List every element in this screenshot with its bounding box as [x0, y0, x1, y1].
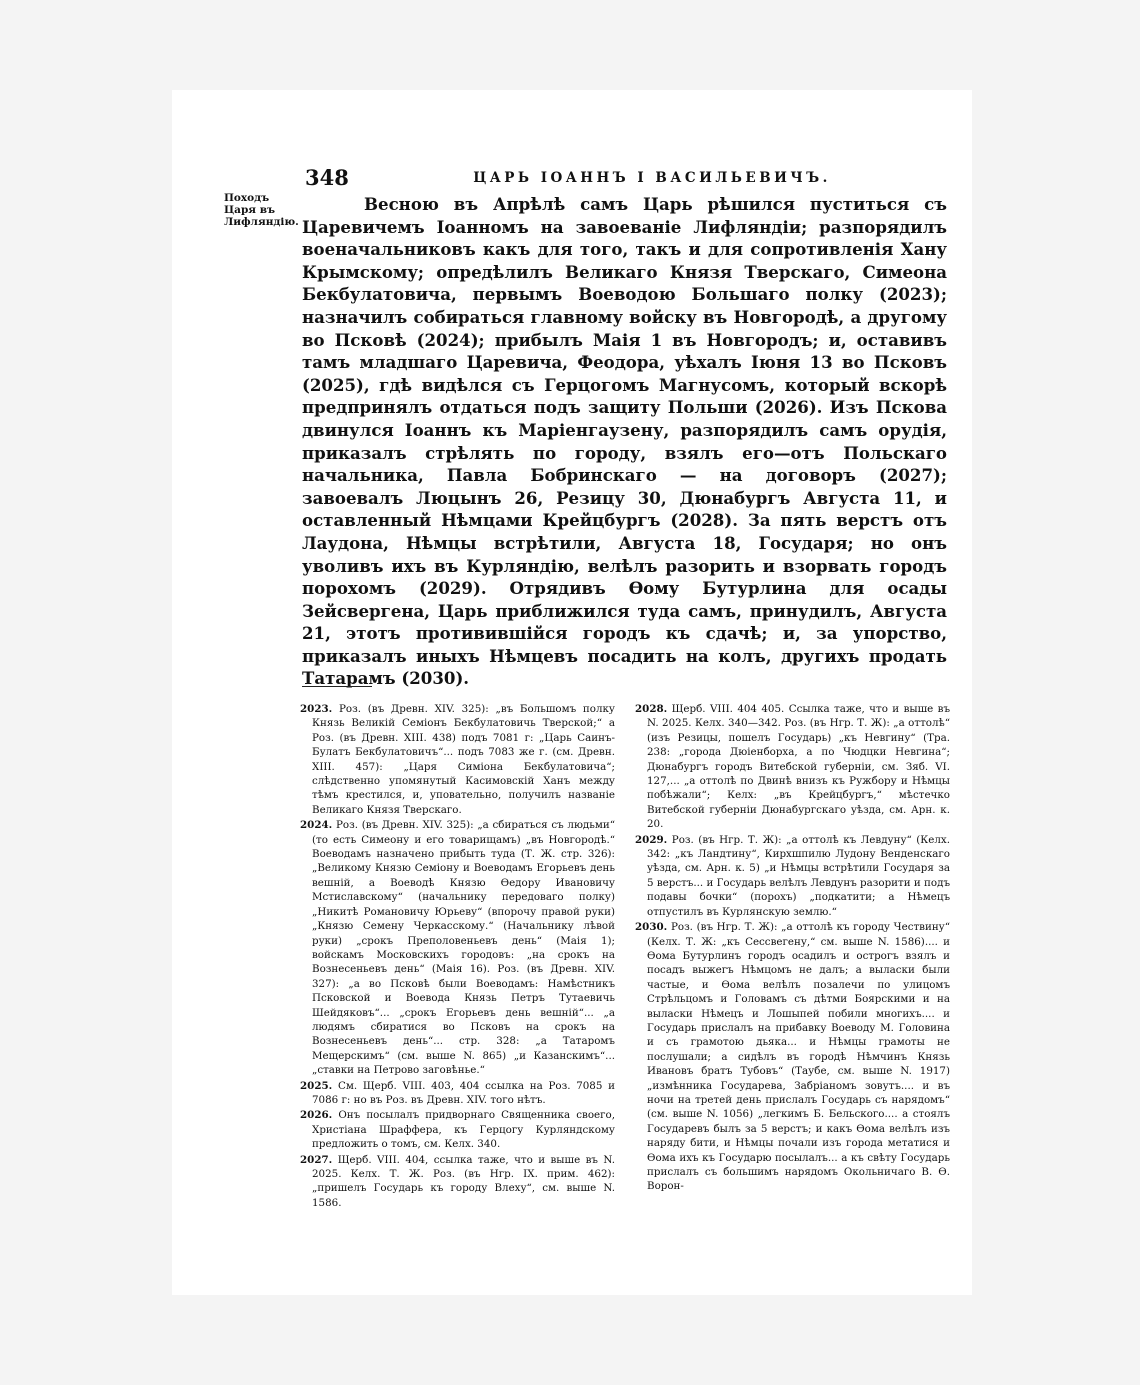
footnote — [635, 702, 950, 832]
footnote-number: 2029. — [635, 833, 668, 846]
footnote-text: Щерб. VIII. 404 405. Ссылка таже, что и выше въ N. 2025. Келх. 340—342. Роз. (въ Нгр. Т. Ж): „а оттолѣ“ (изъ Резицы, пошелъ Государь) „къ Невгину“ (Тра. 238: „города Дюіенборха, а по Чюдцки Невгина“; Дюнабургъ городъ Витебской губерніи, см. Зяб. VI. 127,... „а оттолѣ по Двинѣ внизъ къ Ружбору и Нѣмцы побѣжали“; Келх: „въ Крейцбургъ,“ мѣстечко Витебской губерніи Дюнабургскаго уѣзда, см. Арн. к. 20. — [647, 703, 950, 831]
footnote-rule — [302, 686, 372, 687]
footnote-number: 2023. — [300, 703, 333, 715]
footnote-text: Роз. (въ Древн. XIV. 325): „а сбираться съ людьми“ (то есть Симеону и его товарищамъ) „въ Новгородѣ.“ Воеводамъ назначено прибыть туда (Т. Ж. стр. 326): „Великому Князю Семіону и Воеводамъ Егорьевъ день вешній, а Воеводѣ Князю Ѳедору Ивановичу Мстиславскому“ (начальнику передоваго полку) „Никитѣ Романовичу Юрьеву“ (впорочу правой руки) „Князю Семену Черкасскому.“ (Начальнику лѣвой руки) „срокъ Преполовеньевъ день“ (Маія 1); войскамъ Московскихъ городовъ: „на срокъ на Вознесеньевъ день“ (Маія 16). Роз. (въ Древн. XIV. 327): „а во Псковѣ были Воеводамъ: Намѣстникъ Псковской и Воевода Князь Петръ Тутаевичь Шейдяковъ“... „срокъ Егорьевъ день вешній“... „а людямъ сбиратися во Псковъ на срокъ на Вознесеньевъ день“... стр. 328: „а Татаромъ Мещерскимъ“ (см. выше N. 865) „и Казанскимъ“... „ставки на Петрово заговѣнье.“ — [312, 819, 615, 1077]
footnote — [300, 702, 615, 817]
book-page — [172, 90, 972, 1295]
footnote — [300, 1153, 615, 1211]
footnote — [300, 818, 615, 1077]
footnote — [300, 1108, 615, 1151]
footnote-number: 2025. — [300, 1079, 333, 1092]
footnotes — [300, 702, 950, 1211]
footnote-number: 2024. — [300, 819, 333, 832]
footnote-text: См. Щерб. VIII. 403, 404 ссылка на Роз. 7085 и 7086 г: но въ Роз. въ Древн. XIV. того нѣтъ. — [312, 1079, 615, 1106]
footnote — [300, 1079, 615, 1108]
footnote-text: Роз. (въ Нгр. Т. Ж): „а оттолѣ къ Левдуну“ (Келх. 342: „къ Ландтину“, Кирхшпилю Лудону Венденскаго уѣзда, см. Арн. к. 5) „и Нѣмцы встрѣтили Государя за 5 верстъ... и Государь велѣлъ Левдунъ разорити и подъ подавы бочки“ (порохъ) „подкатити; а Нѣмецъ отпустилъ въ Курлянскую землю.“ — [647, 833, 950, 918]
footnote — [635, 833, 950, 919]
footnotes-left-column — [300, 702, 615, 1211]
footnote — [635, 920, 950, 1194]
footnote-text: Онъ посылалъ придворнаго Священника своего, Христіана Шраффера, къ Герцогу Курляндскому предложить о томъ, см. Келх. 340. — [312, 1109, 615, 1151]
footnote-number: 2028. — [635, 703, 668, 715]
footnotes-right-column — [635, 702, 950, 1211]
footnote-number: 2030. — [635, 921, 668, 934]
main-text-paragraph — [302, 193, 947, 690]
main-text-body: Весною въ Апрѣлѣ самъ Царь рѣшился пуститься съ Царевичемъ Іоанномъ на завоеваніе Лифляндіи; разпорядилъ военачальниковъ какъ для того, такъ и для сопротивленія Хану Крымскому; опредѣлилъ Великаго Князя Тверскаго, Симеона Бекбулатовича, первымъ Воеводою Большаго полку (2023); назначилъ собираться главному войску въ Новгородѣ, а другому во Псковѣ (2024); прибылъ Маія 1 въ Новгородъ; и, оставивъ тамъ младшаго Царевича, Феодора, уѣхалъ Іюня 13 во Псковъ (2025), гдѣ видѣлся съ Герцогомъ Магнусомъ, который вскорѣ предпринялъ отдаться подъ защиту Польши (2026). Изъ Пскова двинулся Іоаннъ къ Маріенгаузену, разпорядилъ самъ орудія, приказалъ стрѣлять по городу, взялъ его—отъ Польскаго начальника, Павла Бобринскаго — на договоръ (2027); завоевалъ Люцынъ 26, Резицу 30, Дюнабургъ Августа 11, и оставленный Нѣмцами Крейцбургъ (2028). За пять верстъ отъ Лаудона, Нѣмцы встрѣтили, Августа 18, Государя; но онъ уволивъ ихъ въ Курляндію, велѣлъ разорить и взорвать городъ порохомъ (2029). Отрядивъ Ѳому Бутурлина для осады Зейсвергена, Царь приближился туда самъ, принудилъ, Августа 21, этотъ противившійся городъ къ сдачѣ; и, за упорство, приказалъ иныхъ Нѣмцевъ посадить на колъ, другихъ продать Татарамъ (2030). — [302, 194, 947, 689]
margin-note: Походъ Царя въ Лифляндію. — [224, 192, 299, 228]
footnote-text: Роз. (въ Нгр. Т. Ж): „а оттолѣ къ городу Чествину“ (Келх. Т. Ж: „къ Сессвегену,“ см. выше N. 1586).... и Ѳома Бутурлинъ городъ осадилъ и острогъ взялъ и посадъ выжегъ Нѣмцомъ не далъ; а выласки были частые, и Ѳома велѣлъ позалечи по улицомъ Стрѣльцомъ и Головамъ съ дѣтми Боярскими и на выласки Нѣмецъ и Лошыпей побили многихъ.... и Государь прислалъ на прибавку Воеводу М. Головина и съ грамотою дьяка... и Нѣмцы грамоты не послушали; а сидѣлъ въ городѣ Нѣмчинъ Князь Ивановъ братъ Тубовъ“ (Таубе, см. выше N. 1917) „измѣнника Государева, Забріаномъ зовутъ.... и въ ночи на третей день прислалъ Государь съ нарядомъ“ (см. выше N. 1056) „легкимъ Б. Бельского.... а стоялъ Государевъ былъ за 5 верстъ; и какъ Ѳома велѣлъ изъ наряду бити, и Нѣмцы почали изъ города метатися и Ѳома ихъ къ Государю посылалъ... а къ свѣту Государь прислалъ съ большимъ нарядомъ Окольничаго В. Ѳ. Ворон- — [647, 921, 951, 1193]
footnote-text: Роз. (въ Древн. XIV. 325): „въ Большомъ полку Князь Великій Семіонъ Бекбулатовичь Тверской;“ а Роз. (въ Древн. XIII. 438) подъ 7081 г: „Царь Саинъ-Булатъ Бекбулатовичъ“... подъ 7083 же г. (см. Древн. XIII. 457): „Царя Симіона Бекбулатовича“; слѣдственно упомянутый Касимовскій Ханъ между тѣмъ крестился, и, уповательно, получилъ названіе Великаго Князя Тверскаго. — [312, 703, 615, 816]
footnote-text: Щерб. VIII. 404, ссылка таже, что и выше въ N. 2025. Келх. Т. Ж. Роз. (въ Нгр. IX. прим. 462): „пришелъ Государь къ городу Влеху“, см. выше N. 1586. — [312, 1153, 615, 1209]
footnote-number: 2027. — [300, 1153, 333, 1166]
footnote-number: 2026. — [300, 1109, 333, 1122]
page-number: 348 — [305, 165, 349, 190]
running-head: ЦАРЬ ІОАННЪ І ВАСИЛЬЕВИЧЪ. — [473, 170, 831, 186]
